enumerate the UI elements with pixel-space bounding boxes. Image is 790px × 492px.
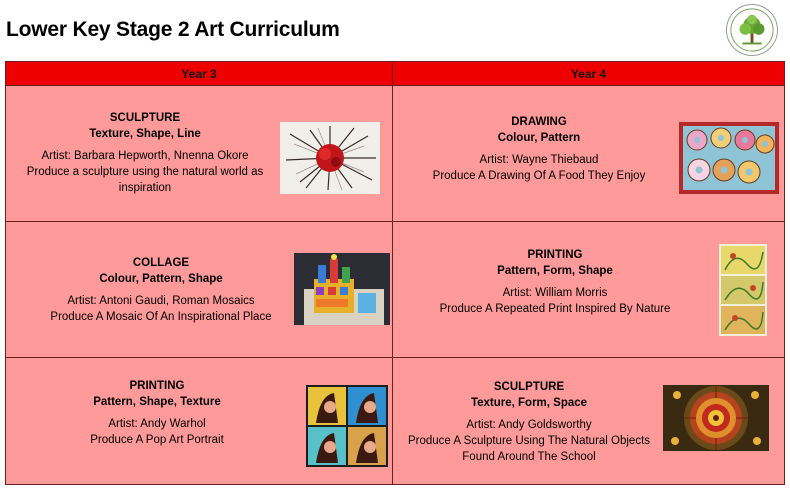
cell-year3-collage	[6, 222, 393, 358]
task-line: Produce A Repeated Print Inspired By Nature	[439, 303, 671, 315]
topic-heading: DRAWING	[511, 116, 567, 128]
year-3-header: Year 3	[6, 62, 393, 86]
task-line: Produce A Mosaic Of An Inspirational Place	[50, 311, 272, 323]
page-title: Lower Key Stage 2 Art Curriculum	[6, 18, 340, 41]
artist-line: Artist: Antoni Gaudi, Roman Mosaics	[67, 295, 255, 307]
topic-heading: SCULPTURE	[109, 112, 181, 124]
topic-heading: PRINTING	[129, 380, 185, 392]
topic-heading: COLLAGE	[132, 257, 190, 269]
task-line: Produce A Sculpture Using The Natural Objects Found Around The School	[407, 435, 651, 463]
donut-image	[679, 122, 779, 194]
topic-focus: Colour, Pattern	[497, 132, 581, 144]
topic-focus: Colour, Pattern, Shape	[99, 273, 223, 285]
artist-line: Artist: Andy Warhol	[108, 418, 206, 430]
artist-line: Artist: Wayne Thiebaud	[479, 154, 599, 166]
artist-line: Artist: William Morris	[502, 287, 608, 299]
topic-heading: PRINTING	[527, 249, 583, 261]
cell-year4-printing	[393, 222, 785, 358]
leaf-mandala-image	[663, 385, 769, 451]
print-image	[719, 244, 767, 336]
cell-text	[407, 114, 671, 184]
topic-focus: Pattern, Form, Shape	[497, 265, 613, 277]
cell-text	[399, 379, 659, 465]
cell-text	[30, 255, 292, 325]
collage-image	[294, 253, 390, 325]
topic-focus: Pattern, Shape, Texture	[93, 396, 221, 408]
sculpture-image	[280, 122, 380, 194]
cell-text	[14, 110, 276, 196]
task-line: Produce A Drawing Of A Food They Enjoy	[432, 170, 646, 182]
pop-art-image	[306, 385, 388, 467]
cell-year4-sculpture	[393, 358, 785, 485]
topic-focus: Texture, Shape, Line	[89, 128, 201, 140]
school-logo	[726, 4, 778, 56]
cell-text	[32, 378, 282, 448]
topic-heading: SCULPTURE	[493, 381, 565, 393]
curriculum-table	[5, 61, 785, 485]
cell-text	[417, 247, 693, 317]
year-4-header: Year 4	[393, 62, 785, 86]
task-line: Produce A Pop Art Portrait	[90, 434, 224, 446]
cell-year4-drawing	[393, 86, 785, 222]
cell-year3-sculpture	[6, 86, 393, 222]
artist-line: Artist: Barbara Hepworth, Nnenna Okore	[41, 150, 249, 162]
cell-year3-printing	[6, 358, 393, 485]
topic-focus: Texture, Form, Space	[470, 397, 588, 409]
task-line: Produce a sculpture using the natural world as inspiration	[26, 166, 264, 194]
artist-line: Artist: Andy Goldsworthy	[466, 419, 592, 431]
